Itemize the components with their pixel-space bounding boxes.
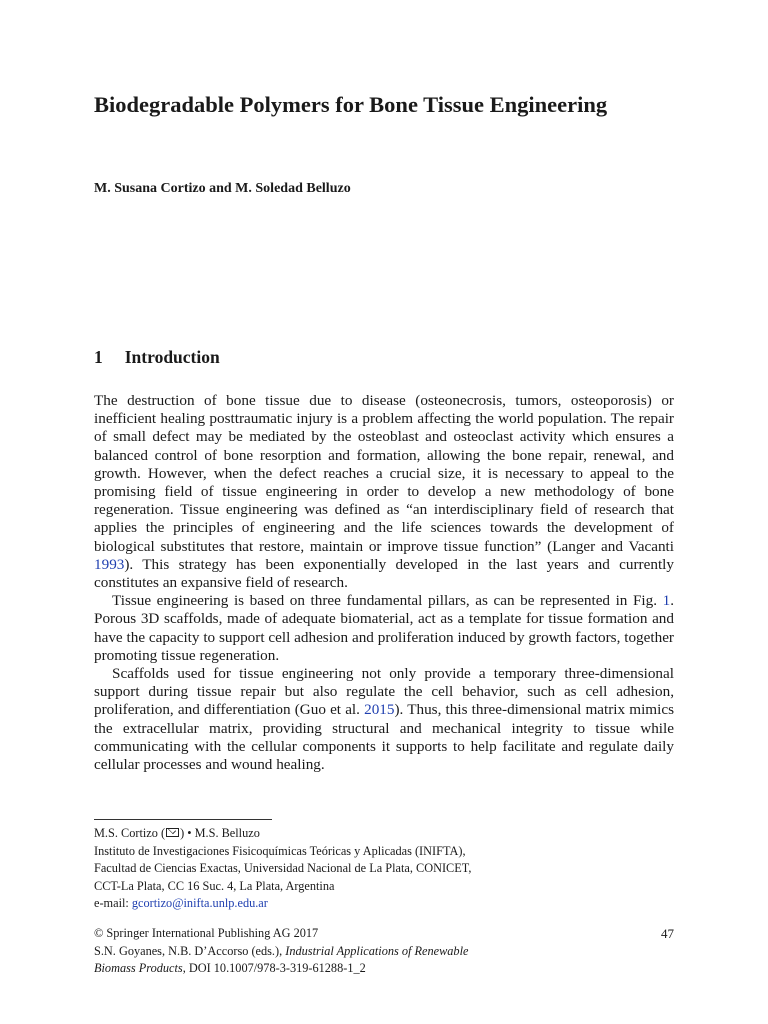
book-title-text: Industrial Applications of Renewable: [285, 943, 469, 958]
paragraph-text: The destruction of bone tissue due to disease (osteonecrosis, tumors, osteoporosis) or inefficient healing posttraumatic injury is a problem affecting the world population. The repair of small defect may be mediated by the osteoblast and osteoclast activity which ensures a balanced control of bone resorption and formation, allowing the bone repair, renewal, and growth. However, when the defect reaches a crucial size, it is necessary to appeal to the promising field of tissue engineering in order to develop a new methodology of bone regeneration. Tissue engineering was defined as “an interdisciplinary field of research that applies the principles of engineering and the life sciences towards the development of biological substitutes that restore, maintain or improve tissue function” (Langer and Vacanti: [94, 392, 674, 555]
page-number: 47: [661, 926, 674, 941]
paragraph-text: ). Thus, this three-dimensional matrix mimics the extracellular matrix, providing structural and mechanical integrity to tissue while communicating with the cellular components it supports to help facilitate and regulate daily cellular processes and wound healing.: [94, 701, 674, 774]
figure-link-1[interactable]: 1: [662, 592, 671, 610]
envelope-icon: [166, 828, 179, 837]
footnote-divider: [94, 819, 272, 820]
paragraph-1: [94, 392, 674, 592]
email-label: e-mail:: [94, 896, 132, 910]
body-text: [94, 392, 674, 774]
doi-text: , DOI 10.1007/978-3-319-61288-1_2: [182, 961, 366, 975]
paragraph-text: Tissue engineering is based on three fundamental pillars, as can be represented in Fig.: [112, 592, 663, 610]
book-citation-1: [94, 943, 674, 961]
paragraph-text: . Porous 3D scaffolds, made of adequate biomaterial, act as a template for tissue formation and have the capacity to support cell adhesion and proliferation induced by growth factors, together promoting tissue regeneration.: [94, 592, 674, 664]
footnote-affiliation-1: Instituto de Investigaciones Fisicoquímicas Teóricas y Aplicadas (INIFTA),: [94, 843, 466, 858]
publication-info: [94, 925, 674, 978]
citation-link-2015[interactable]: 2015: [364, 701, 395, 719]
paragraph-text: ). This strategy has been exponentially developed in the last years and currently constitutes an expansive field of research.: [94, 555, 674, 592]
footnote-authors: [94, 825, 674, 843]
email-link[interactable]: gcortizo@inifta.unlp.edu.ar: [131, 896, 268, 910]
chapter-title: Biodegradable Polymers for Bone Tissue Engineering: [94, 92, 608, 117]
footnote-author-text: M.S. Cortizo (: [94, 826, 166, 840]
section-heading: [94, 347, 220, 368]
section-title: Introduction: [124, 347, 220, 367]
footnote-author-text: ) • M.S. Belluzo: [180, 826, 260, 840]
footnote-email: [94, 895, 674, 913]
author-footnote: [94, 825, 674, 913]
editors-text: S.N. Goyanes, N.B. D’Accorso (eds.),: [94, 943, 286, 958]
copyright-text: © Springer International Publishing AG 2017: [94, 926, 319, 940]
paragraph-text: Scaffolds used for tissue engineering not only provide a temporary three-dimensional support during tissue repair but also regulate the cell behavior, such as cell adhesion, proliferation, and differentiation (Guo et al.: [94, 665, 674, 719]
section-number: 1: [94, 347, 103, 367]
paragraph-3: [94, 665, 674, 774]
footnote-affiliation-3: CCT-La Plata, CC 16 Suc. 4, La Plata, Argentina: [94, 878, 335, 893]
book-title-text: Biomass Products: [94, 961, 183, 975]
paragraph-2: [94, 592, 674, 665]
copyright-row: [94, 925, 674, 943]
footnote-affiliation-2: Facultad de Ciencias Exactas, Universidad Nacional de La Plata, CONICET,: [94, 861, 472, 875]
book-citation-2: [94, 960, 674, 978]
citation-link-1993[interactable]: 1993: [94, 555, 125, 573]
author-line: M. Susana Cortizo and M. Soledad Belluzo: [94, 181, 351, 196]
